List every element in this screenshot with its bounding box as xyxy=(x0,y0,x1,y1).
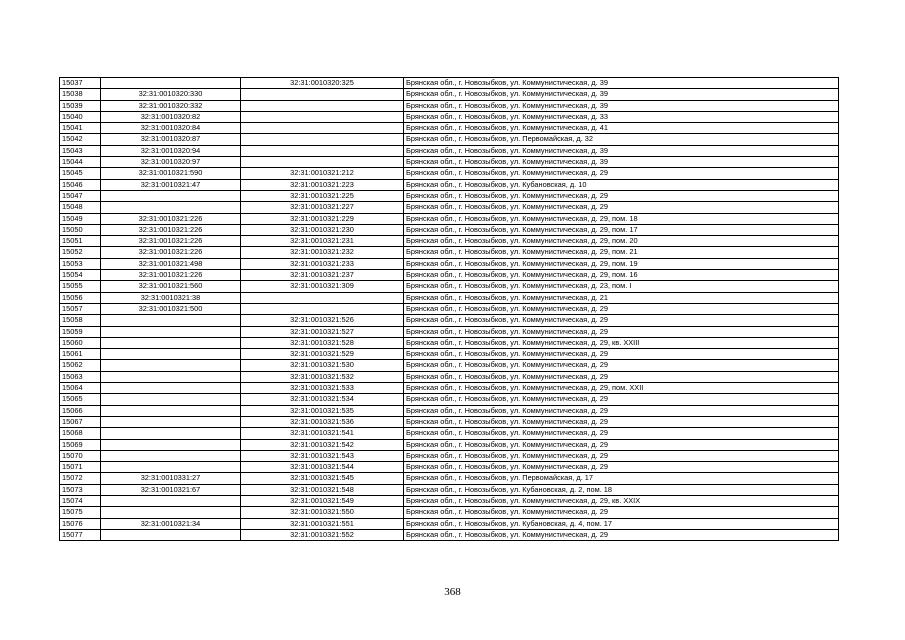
table-row xyxy=(60,473,839,484)
cadastral-building-cell: 32:31:0010321:500 xyxy=(101,303,241,314)
cadastral-room-cell xyxy=(241,111,404,122)
cadastral-room-cell: 32:31:0010321:536 xyxy=(241,416,404,427)
cadastral-building-cell: 32:31:0010331:27 xyxy=(101,473,241,484)
cadastral-building-cell xyxy=(101,462,241,473)
cadastral-room-cell: 32:31:0010321:528 xyxy=(241,337,404,348)
address-cell: Брянская обл., г. Новозыбков, ул. Коммунистическая, д. 29, пом. 18 xyxy=(404,213,839,224)
address-cell: Брянская обл., г. Новозыбков, ул. Коммунистическая, д. 29, пом. 19 xyxy=(404,258,839,269)
table-row xyxy=(60,224,839,235)
cadastral-building-cell xyxy=(101,416,241,427)
cadastral-room-cell: 32:31:0010321:534 xyxy=(241,394,404,405)
cadastral-building-cell: 32:31:0010321:226 xyxy=(101,270,241,281)
row-number-cell: 15060 xyxy=(60,337,101,348)
row-number-cell: 15046 xyxy=(60,179,101,190)
cadastral-building-cell xyxy=(101,405,241,416)
table-row xyxy=(60,258,839,269)
address-cell: Брянская обл., г. Новозыбков, ул. Коммунистическая, д. 29 xyxy=(404,303,839,314)
cadastral-room-cell: 32:31:0010321:212 xyxy=(241,168,404,179)
row-number-cell: 15042 xyxy=(60,134,101,145)
address-cell: Брянская обл., г. Новозыбков, ул. Коммунистическая, д. 29 xyxy=(404,416,839,427)
row-number-cell: 15059 xyxy=(60,326,101,337)
address-cell: Брянская обл., г. Новозыбков, ул. Коммунистическая, д. 33 xyxy=(404,111,839,122)
cadastral-room-cell: 32:31:0010321:229 xyxy=(241,213,404,224)
cadastral-room-cell: 32:31:0010321:535 xyxy=(241,405,404,416)
row-number-cell: 15062 xyxy=(60,360,101,371)
row-number-cell: 15072 xyxy=(60,473,101,484)
address-cell: Брянская обл., г. Новозыбков, ул. Коммунистическая, д. 39 xyxy=(404,89,839,100)
address-cell: Брянская обл., г. Новозыбков, ул. Коммунистическая, д. 29 xyxy=(404,529,839,540)
row-number-cell: 15055 xyxy=(60,281,101,292)
address-cell: Брянская обл., г. Новозыбков, ул. Коммунистическая, д. 29 xyxy=(404,405,839,416)
address-cell: Брянская обл., г. Новозыбков, ул. Первомайская, д. 32 xyxy=(404,134,839,145)
table-row xyxy=(60,190,839,201)
row-number-cell: 15074 xyxy=(60,495,101,506)
row-number-cell: 15069 xyxy=(60,439,101,450)
address-cell: Брянская обл., г. Новозыбков, ул. Коммунистическая, д. 29 xyxy=(404,507,839,518)
cadastral-room-cell xyxy=(241,292,404,303)
row-number-cell: 15038 xyxy=(60,89,101,100)
row-number-cell: 15068 xyxy=(60,428,101,439)
cadastral-building-cell: 32:31:0010321:226 xyxy=(101,236,241,247)
address-cell: Брянская обл., г. Новозыбков, ул. Первомайская, д. 17 xyxy=(404,473,839,484)
table-row xyxy=(60,383,839,394)
table-row xyxy=(60,518,839,529)
cadastral-building-cell xyxy=(101,78,241,89)
cadastral-room-cell: 32:31:0010321:548 xyxy=(241,484,404,495)
table-row xyxy=(60,371,839,382)
cadastral-room-cell: 32:31:0010321:543 xyxy=(241,450,404,461)
cadastral-building-cell xyxy=(101,190,241,201)
row-number-cell: 15058 xyxy=(60,315,101,326)
cadastral-building-cell xyxy=(101,450,241,461)
row-number-cell: 15073 xyxy=(60,484,101,495)
cadastral-building-cell: 32:31:0010320:332 xyxy=(101,100,241,111)
address-cell: Брянская обл., г. Новозыбков, ул. Коммунистическая, д. 29 xyxy=(404,450,839,461)
table-row xyxy=(60,462,839,473)
address-cell: Брянская обл., г. Новозыбков, ул. Коммунистическая, д. 29 xyxy=(404,190,839,201)
cadastral-room-cell: 32:31:0010321:532 xyxy=(241,371,404,382)
cadastral-building-cell: 32:31:0010320:82 xyxy=(101,111,241,122)
row-number-cell: 15075 xyxy=(60,507,101,518)
cadastral-room-cell: 32:31:0010321:230 xyxy=(241,224,404,235)
cadastral-building-cell: 32:31:0010321:226 xyxy=(101,224,241,235)
table-row xyxy=(60,450,839,461)
cadastral-building-cell: 32:31:0010320:84 xyxy=(101,123,241,134)
address-cell: Брянская обл., г. Новозыбков, ул. Коммунистическая, д. 29 xyxy=(404,326,839,337)
address-cell: Брянская обл., г. Новозыбков, ул. Коммунистическая, д. 29, кв. XXIII xyxy=(404,337,839,348)
table-row xyxy=(60,416,839,427)
cadastral-building-cell xyxy=(101,371,241,382)
table-row xyxy=(60,100,839,111)
row-number-cell: 15056 xyxy=(60,292,101,303)
address-cell: Брянская обл., г. Новозыбков, ул. Коммунистическая, д. 39 xyxy=(404,145,839,156)
table-row xyxy=(60,360,839,371)
table-row xyxy=(60,439,839,450)
address-cell: Брянская обл., г. Новозыбков, ул. Коммунистическая, д. 23, пом. I xyxy=(404,281,839,292)
row-number-cell: 15064 xyxy=(60,383,101,394)
cadastral-building-cell xyxy=(101,507,241,518)
row-number-cell: 15077 xyxy=(60,529,101,540)
table-row xyxy=(60,270,839,281)
cadastral-room-cell: 32:31:0010321:552 xyxy=(241,529,404,540)
address-cell: Брянская обл., г. Новозыбков, ул. Коммунистическая, д. 41 xyxy=(404,123,839,134)
row-number-cell: 15050 xyxy=(60,224,101,235)
property-register-table xyxy=(59,77,839,541)
cadastral-building-cell: 32:31:0010321:38 xyxy=(101,292,241,303)
address-cell: Брянская обл., г. Новозыбков, ул. Коммунистическая, д. 29 xyxy=(404,349,839,360)
row-number-cell: 15054 xyxy=(60,270,101,281)
cadastral-room-cell: 32:31:0010321:550 xyxy=(241,507,404,518)
row-number-cell: 15071 xyxy=(60,462,101,473)
row-number-cell: 15067 xyxy=(60,416,101,427)
row-number-cell: 15053 xyxy=(60,258,101,269)
row-number-cell: 15063 xyxy=(60,371,101,382)
address-cell: Брянская обл., г. Новозыбков, ул. Коммунистическая, д. 29 xyxy=(404,360,839,371)
cadastral-building-cell: 32:31:0010320:330 xyxy=(101,89,241,100)
cadastral-room-cell xyxy=(241,134,404,145)
table-row xyxy=(60,349,839,360)
table-row xyxy=(60,394,839,405)
row-number-cell: 15052 xyxy=(60,247,101,258)
address-cell: Брянская обл., г. Новозыбков, ул. Коммунистическая, д. 21 xyxy=(404,292,839,303)
cadastral-building-cell: 32:31:0010321:226 xyxy=(101,213,241,224)
address-cell: Брянская обл., г. Новозыбков, ул. Коммунистическая, д. 29, пом. 21 xyxy=(404,247,839,258)
row-number-cell: 15057 xyxy=(60,303,101,314)
cadastral-room-cell: 32:31:0010321:526 xyxy=(241,315,404,326)
address-cell: Брянская обл., г. Новозыбков, ул. Коммунистическая, д. 39 xyxy=(404,100,839,111)
cadastral-room-cell: 32:31:0010321:545 xyxy=(241,473,404,484)
cadastral-room-cell: 32:31:0010321:309 xyxy=(241,281,404,292)
table-row xyxy=(60,326,839,337)
cadastral-building-cell xyxy=(101,337,241,348)
page-number: 368 xyxy=(444,586,461,598)
cadastral-building-cell xyxy=(101,428,241,439)
table-row xyxy=(60,507,839,518)
table-row xyxy=(60,213,839,224)
table-row xyxy=(60,428,839,439)
row-number-cell: 15049 xyxy=(60,213,101,224)
address-cell: Брянская обл., г. Новозыбков, ул. Коммунистическая, д. 29 xyxy=(404,371,839,382)
cadastral-room-cell xyxy=(241,303,404,314)
row-number-cell: 15043 xyxy=(60,145,101,156)
cadastral-room-cell xyxy=(241,89,404,100)
row-number-cell: 15065 xyxy=(60,394,101,405)
table-row xyxy=(60,281,839,292)
table-row xyxy=(60,179,839,190)
table-row xyxy=(60,337,839,348)
cadastral-room-cell: 32:31:0010321:549 xyxy=(241,495,404,506)
cadastral-room-cell xyxy=(241,157,404,168)
cadastral-building-cell: 32:31:0010321:226 xyxy=(101,247,241,258)
address-cell: Брянская обл., г. Новозыбков, ул. Коммунистическая, д. 29 xyxy=(404,168,839,179)
table-row xyxy=(60,495,839,506)
cadastral-building-cell xyxy=(101,326,241,337)
cadastral-building-cell: 32:31:0010320:97 xyxy=(101,157,241,168)
cadastral-room-cell: 32:31:0010321:237 xyxy=(241,270,404,281)
row-number-cell: 15066 xyxy=(60,405,101,416)
address-cell: Брянская обл., г. Новозыбков, ул. Коммунистическая, д. 29, пом. 20 xyxy=(404,236,839,247)
cadastral-room-cell: 32:31:0010321:227 xyxy=(241,202,404,213)
cadastral-building-cell: 32:31:0010321:498 xyxy=(101,258,241,269)
table-row xyxy=(60,111,839,122)
cadastral-room-cell: 32:31:0010321:527 xyxy=(241,326,404,337)
address-cell: Брянская обл., г. Новозыбков, ул. Коммунистическая, д. 29, пом. XXII xyxy=(404,383,839,394)
table-row xyxy=(60,303,839,314)
address-cell: Брянская обл., г. Новозыбков, ул. Коммунистическая, д. 29, кв. XXIX xyxy=(404,495,839,506)
table-row xyxy=(60,78,839,89)
table-row xyxy=(60,247,839,258)
cadastral-room-cell: 32:31:0010321:529 xyxy=(241,349,404,360)
address-cell: Брянская обл., г. Новозыбков, ул. Коммунистическая, д. 29, пом. 16 xyxy=(404,270,839,281)
table-row xyxy=(60,484,839,495)
cadastral-building-cell xyxy=(101,383,241,394)
cadastral-room-cell: 32:31:0010321:223 xyxy=(241,179,404,190)
table-row xyxy=(60,157,839,168)
address-cell: Брянская обл., г. Новозыбков, ул. Коммунистическая, д. 39 xyxy=(404,157,839,168)
table-row xyxy=(60,202,839,213)
cadastral-room-cell: 32:31:0010320:325 xyxy=(241,78,404,89)
address-cell: Брянская обл., г. Новозыбков, ул. Коммунистическая, д. 29 xyxy=(404,315,839,326)
cadastral-building-cell xyxy=(101,394,241,405)
cadastral-room-cell: 32:31:0010321:530 xyxy=(241,360,404,371)
address-cell: Брянская обл., г. Новозыбков, ул. Коммунистическая, д. 29 xyxy=(404,394,839,405)
cadastral-building-cell xyxy=(101,349,241,360)
cadastral-building-cell xyxy=(101,202,241,213)
row-number-cell: 15040 xyxy=(60,111,101,122)
address-cell: Брянская обл., г. Новозыбков, ул. Коммунистическая, д. 29 xyxy=(404,202,839,213)
table-row xyxy=(60,292,839,303)
table-body xyxy=(60,78,839,541)
table-row xyxy=(60,405,839,416)
cadastral-building-cell: 32:31:0010320:94 xyxy=(101,145,241,156)
cadastral-building-cell: 32:31:0010321:590 xyxy=(101,168,241,179)
cadastral-building-cell: 32:31:0010321:560 xyxy=(101,281,241,292)
table-row xyxy=(60,529,839,540)
cadastral-room-cell xyxy=(241,145,404,156)
cadastral-room-cell: 32:31:0010321:544 xyxy=(241,462,404,473)
cadastral-building-cell: 32:31:0010321:34 xyxy=(101,518,241,529)
address-cell: Брянская обл., г. Новозыбков, ул. Коммунистическая, д. 29 xyxy=(404,439,839,450)
cadastral-room-cell: 32:31:0010321:533 xyxy=(241,383,404,394)
address-cell: Брянская обл., г. Новозыбков, ул. Кубановская, д. 4, пом. 17 xyxy=(404,518,839,529)
table-row xyxy=(60,145,839,156)
row-number-cell: 15048 xyxy=(60,202,101,213)
cadastral-building-cell xyxy=(101,360,241,371)
cadastral-building-cell xyxy=(101,315,241,326)
row-number-cell: 15061 xyxy=(60,349,101,360)
row-number-cell: 15044 xyxy=(60,157,101,168)
row-number-cell: 15076 xyxy=(60,518,101,529)
cadastral-building-cell: 32:31:0010321:47 xyxy=(101,179,241,190)
table-row xyxy=(60,315,839,326)
row-number-cell: 15037 xyxy=(60,78,101,89)
address-cell: Брянская обл., г. Новозыбков, ул. Кубановская, д. 10 xyxy=(404,179,839,190)
table-row xyxy=(60,236,839,247)
address-cell: Брянская обл., г. Новозыбков, ул. Коммунистическая, д. 29, пом. 17 xyxy=(404,224,839,235)
cadastral-building-cell xyxy=(101,529,241,540)
cadastral-room-cell: 32:31:0010321:233 xyxy=(241,258,404,269)
row-number-cell: 15041 xyxy=(60,123,101,134)
row-number-cell: 15047 xyxy=(60,190,101,201)
row-number-cell: 15039 xyxy=(60,100,101,111)
cadastral-building-cell xyxy=(101,495,241,506)
cadastral-room-cell xyxy=(241,100,404,111)
address-cell: Брянская обл., г. Новозыбков, ул. Коммунистическая, д. 29 xyxy=(404,428,839,439)
table-row xyxy=(60,89,839,100)
cadastral-room-cell: 32:31:0010321:541 xyxy=(241,428,404,439)
cadastral-building-cell: 32:31:0010321:67 xyxy=(101,484,241,495)
table-row xyxy=(60,168,839,179)
cadastral-building-cell: 32:31:0010320:87 xyxy=(101,134,241,145)
cadastral-room-cell: 32:31:0010321:551 xyxy=(241,518,404,529)
cadastral-room-cell xyxy=(241,123,404,134)
table-row xyxy=(60,134,839,145)
address-cell: Брянская обл., г. Новозыбков, ул. Коммунистическая, д. 39 xyxy=(404,78,839,89)
table-row xyxy=(60,123,839,134)
cadastral-room-cell: 32:31:0010321:232 xyxy=(241,247,404,258)
cadastral-room-cell: 32:31:0010321:225 xyxy=(241,190,404,201)
row-number-cell: 15045 xyxy=(60,168,101,179)
row-number-cell: 15070 xyxy=(60,450,101,461)
address-cell: Брянская обл., г. Новозыбков, ул. Кубановская, д. 2, пом. 18 xyxy=(404,484,839,495)
cadastral-room-cell: 32:31:0010321:231 xyxy=(241,236,404,247)
cadastral-room-cell: 32:31:0010321:542 xyxy=(241,439,404,450)
cadastral-building-cell xyxy=(101,439,241,450)
address-cell: Брянская обл., г. Новозыбков, ул. Коммунистическая, д. 29 xyxy=(404,462,839,473)
row-number-cell: 15051 xyxy=(60,236,101,247)
